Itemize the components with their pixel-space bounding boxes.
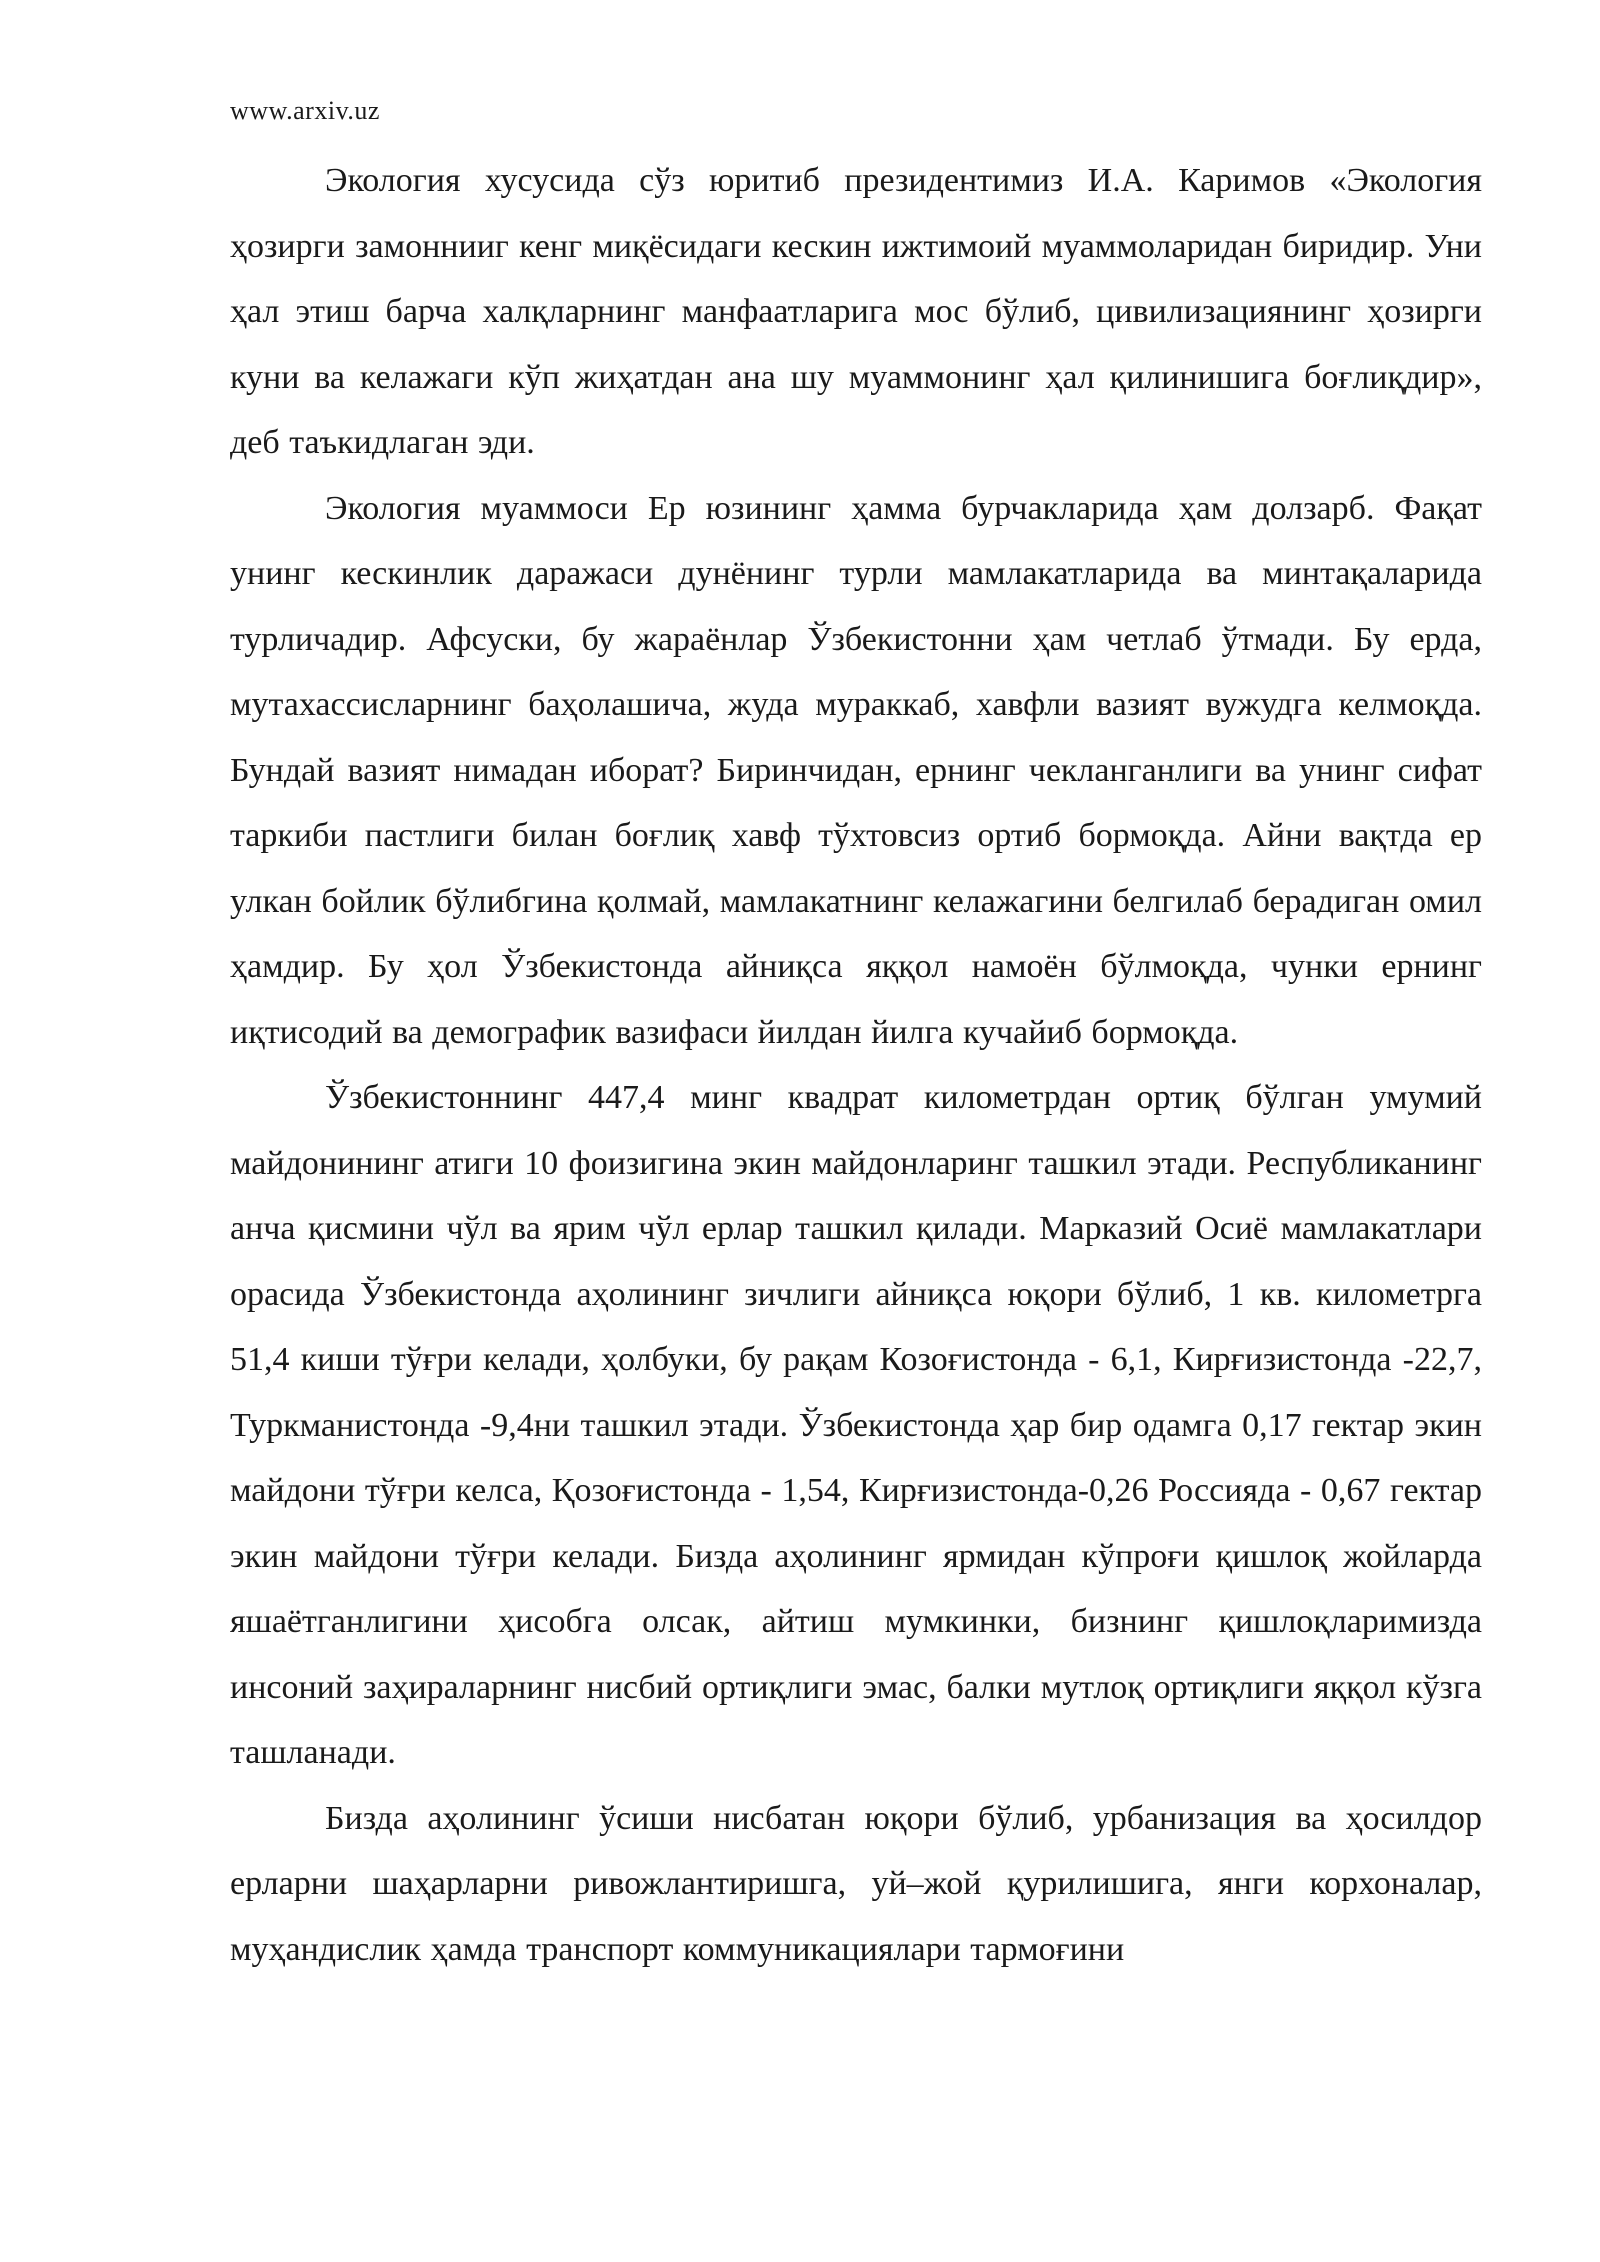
site-url-header: www.arxiv.uz — [230, 96, 380, 125]
paragraph-1: Экология хусусида сўз юритиб президентимиз И.А. Каримов «Экология ҳозирги замоннииг кенг миқёсидаги кескин ижтимоий муаммоларидан биридир. Уни ҳал этиш барча халқларнинг манфаатларига мос бўлиб, цивилизациянинг ҳозирги куни ва келажаги кўп жиҳатдан ана шу муаммонинг ҳал қилинишига боғлиқдир», деб таъкидлаган эди. — [230, 162, 1482, 461]
paragraph-3: Ўзбекистоннинг 447,4 минг квадрат километрдан ортиқ бўлган умумий майдонининг атиги 10 фоизигина экин майдонларинг ташкил этади. Республиканинг анча қисмини чўл ва ярим чўл ерлар ташкил қилади. Марказий Осиё мамлакатлари орасида Ўзбекистонда аҳолининг зичлиги айниқса юқори бўлиб, 1 кв. километрга 51,4 киши тўғри келади, ҳолбуки, бу рақам Козоғистонда - 6,1, Кирғизистонда -22,7, Туркманистонда -9,4ни ташкил этади. Ўзбекистонда ҳар бир одамга 0,17 гектар экин майдони тўғри келса, Қозоғистонда - 1,54, Кирғизистонда-0,26 Россияда - 0,67 гектар экин майдони тўғри келади. Бизда аҳолининг ярмидан кўпроғи қишлоқ жойларда яшаётганлигини ҳисобга олсак, айтиш мумкинки, бизнинг қишлоқларимизда инсоний заҳираларнинг нисбий ортиқлиги эмас, балки мутлоқ ортиқлиги яққол кўзга ташланади. — [230, 1079, 1482, 1771]
document-body — [230, 148, 1482, 1982]
paragraph-2: Экология муаммоси Ер юзининг ҳамма бурчакларида ҳам долзарб. Фақат унинг кескинлик даражаси дунёнинг турли мамлакатларида ва минтақаларида турличадир. Афсуски, бу жараёнлар Ўзбекистонни ҳам четлаб ўтмади. Бу ерда, мутахассисларнинг баҳолашича, жуда мураккаб, хавфли вазият вужудга келмоқда. Бундай вазият нимадан иборат? Биринчидан, ернинг чекланганлиги ва унинг сифат таркиби пастлиги билан боғлиқ хавф тўхтовсиз ортиб бормоқда. Айни вақтда ер улкан бойлик бўлибгина қолмай, мамлакатнинг келажагини белгилаб берадиган омил ҳамдир. Бу ҳол Ўзбекистонда айниқса яққол намоён бўлмоқда, чунки ернинг иқтисодий ва демографик вазифаси йилдан йилга кучайиб бормоқда. — [230, 489, 1482, 1051]
paragraph-4: Бизда аҳолининг ўсиши нисбатан юқори бўлиб, урбанизация ва ҳосилдор ерларни шаҳарларни ривожлантиришга, уй–жой қурилишига, янги корхоналар, муҳандислик ҳамда транспорт коммуникациялари тармоғини — [230, 1799, 1482, 1968]
